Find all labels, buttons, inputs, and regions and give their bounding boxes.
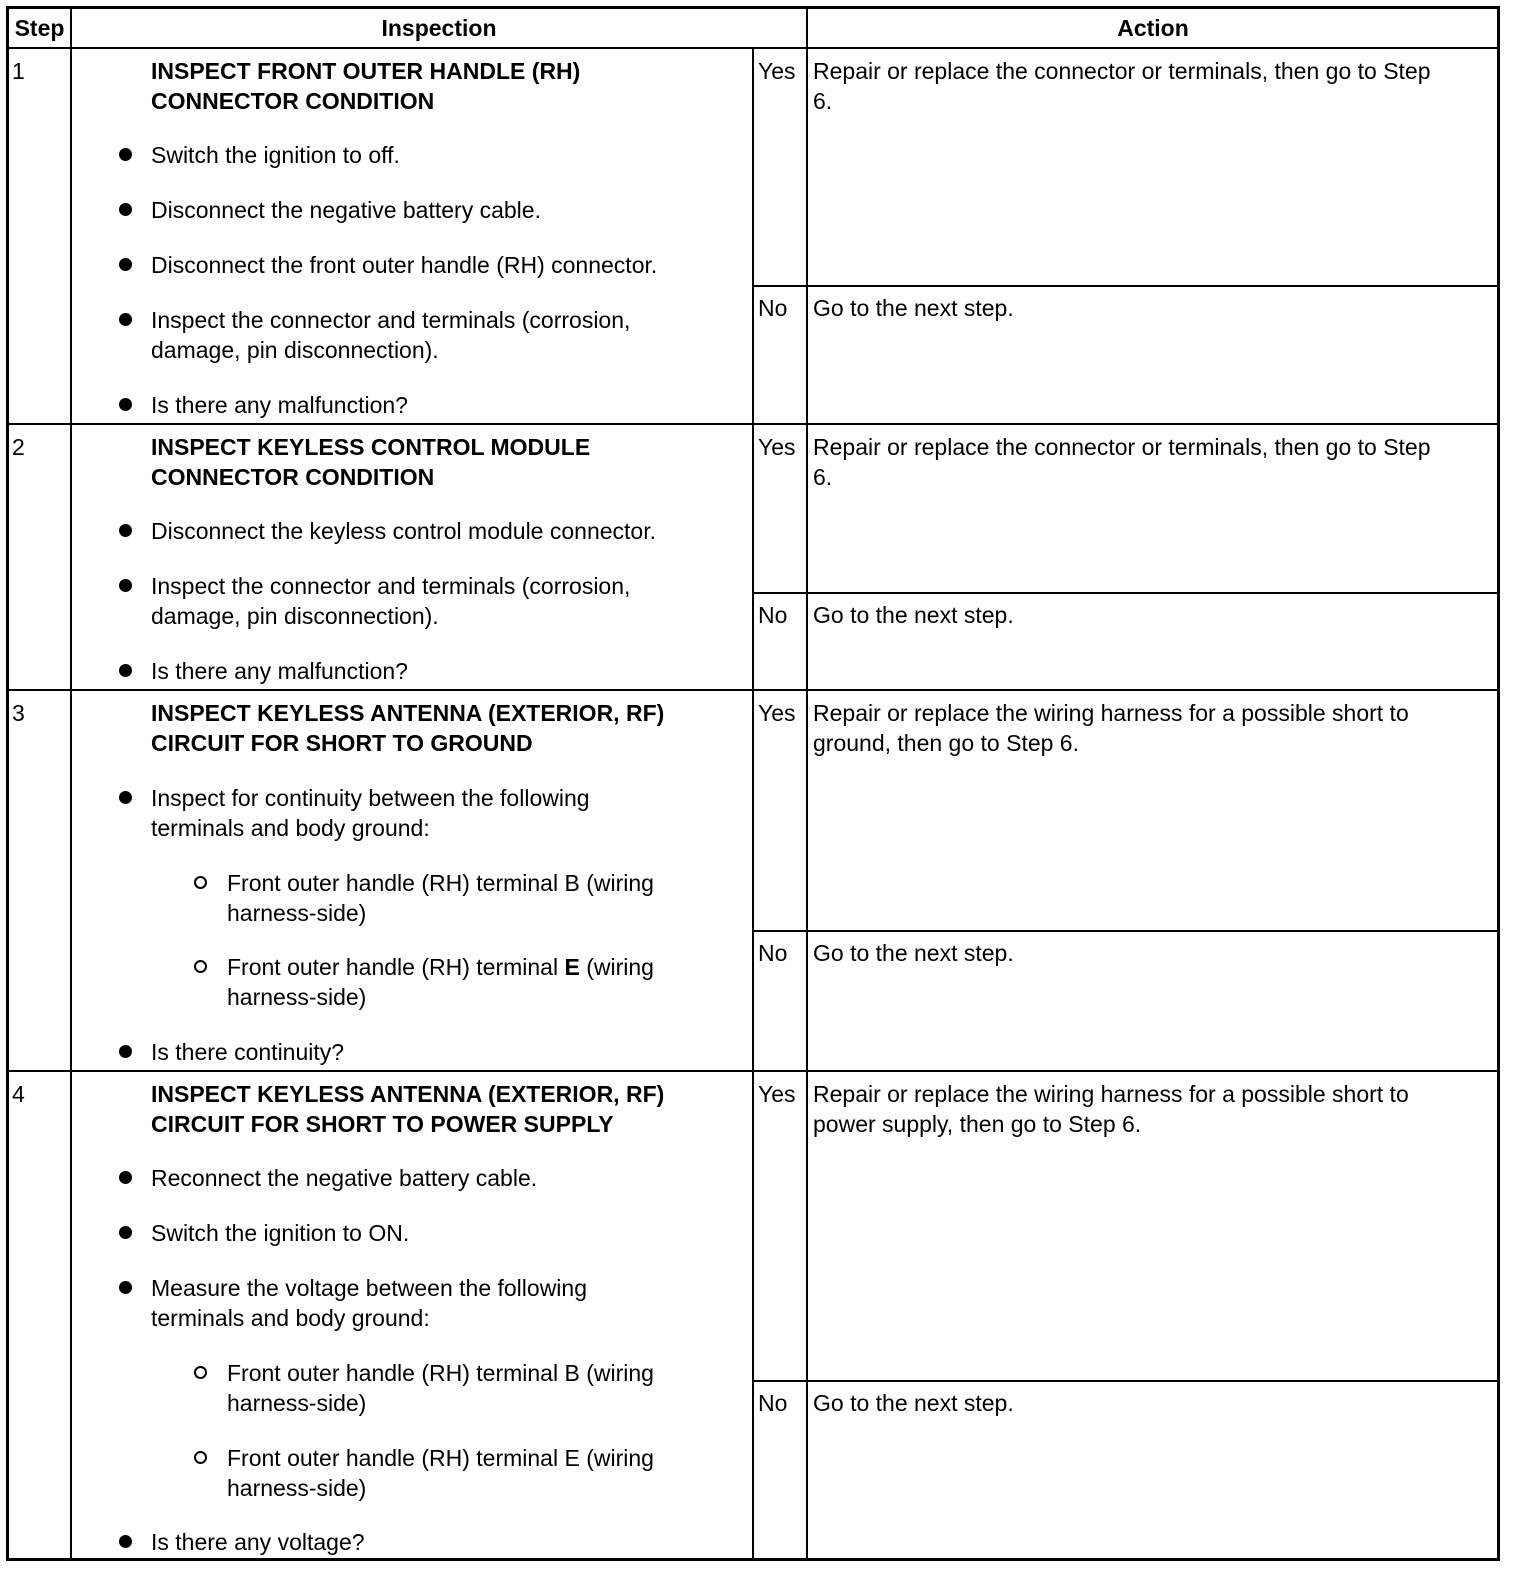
inspection-question: Is there continuity? [151,1039,345,1065]
inspection-subitem: harness-side) [227,1475,367,1501]
inspection-item: Inspect the connector and terminals (corrosion, [151,307,631,333]
inspection-item: Switch the ignition to ON. [151,1220,410,1246]
header-inspection: Inspection [381,15,497,41]
inspection-title: CONNECTOR CONDITION [151,88,435,114]
inspection-item: Disconnect the front outer handle (RH) connector. [151,252,658,278]
inspection-title: INSPECT KEYLESS ANTENNA (EXTERIOR, RF) [151,1081,665,1107]
no-action: Go to the next step. [813,602,1014,628]
inspection-item: damage, pin disconnection). [151,337,439,363]
header-divider [6,47,1500,49]
yes-action: power supply, then go to Step 6. [813,1111,1142,1137]
yes-label: Yes [758,434,796,460]
yes-label: Yes [758,1081,796,1107]
header-step: Step [14,15,65,41]
terminal-letter: E [564,954,580,980]
inspection-question: Is there any voltage? [151,1529,365,1555]
sub-bullet-icon [194,1366,207,1379]
bullet-icon [119,1045,132,1058]
inspection-title: INSPECT KEYLESS ANTENNA (EXTERIOR, RF) [151,700,665,726]
inspection-item: terminals and body ground: [151,815,430,841]
inspection-subitem: Front outer handle (RH) terminal B (wiring [227,1360,654,1386]
bullet-icon [119,203,132,216]
sub-bullet-icon [194,876,207,889]
yes-action: ground, then go to Step 6. [813,730,1079,756]
inspection-subitem [227,952,654,982]
no-label: No [758,602,788,628]
inspection-subitem: harness-side) [227,1390,367,1416]
header-action: Action [1117,15,1189,41]
inspection-item: Reconnect the negative battery cable. [151,1165,538,1191]
inspection-item: Inspect the connector and terminals (corrosion, [151,573,631,599]
inspection-title: INSPECT FRONT OUTER HANDLE (RH) [151,58,581,84]
inspection-question: Is there any malfunction? [151,658,408,684]
inspection-subitem: Front outer handle (RH) terminal B (wiring [227,870,654,896]
inspection-title: CIRCUIT FOR SHORT TO POWER SUPPLY [151,1111,614,1137]
bullet-icon [119,148,132,161]
yes-action: Repair or replace the connector or terminals, then go to Step [813,58,1431,84]
sub-bullet-icon [194,1451,207,1464]
bullet-icon [119,258,132,271]
sub-bullet-icon [194,960,207,973]
bullet-icon [119,313,132,326]
bullet-icon [119,1281,132,1294]
bullet-icon [119,1171,132,1184]
inspection-item: terminals and body ground: [151,1305,430,1331]
bullet-icon [119,1535,132,1548]
inspection-item: Inspect for continuity between the following [151,785,590,811]
row-divider [6,689,1500,691]
no-action: Go to the next step. [813,295,1014,321]
subitem-text: Front outer handle (RH) terminal [227,954,565,980]
subitem-text: (wiring [579,954,654,980]
inspection-title: INSPECT KEYLESS CONTROL MODULE [151,434,591,460]
inspection-item: Disconnect the keyless control module connector. [151,518,656,544]
bullet-icon [119,398,132,411]
inspection-item: damage, pin disconnection). [151,603,439,629]
row-divider [6,1070,1500,1072]
no-action: Go to the next step. [813,940,1014,966]
inspection-subitem: Front outer handle (RH) terminal E (wiring [227,1445,654,1471]
yes-no-divider [752,592,1500,594]
inspection-title: CIRCUIT FOR SHORT TO GROUND [151,730,533,756]
inspection-item: Measure the voltage between the following [151,1275,588,1301]
row-divider [6,423,1500,425]
bullet-icon [119,791,132,804]
yes-no-divider [752,930,1500,932]
yes-no-divider [752,1380,1500,1382]
inspection-title: CONNECTOR CONDITION [151,464,435,490]
inspection-subitem: harness-side) [227,984,367,1010]
bullet-icon [119,579,132,592]
yes-action: 6. [813,88,833,114]
yes-action: Repair or replace the wiring harness for a possible short to [813,700,1409,726]
step-number: 4 [12,1081,25,1107]
bullet-icon [119,1226,132,1239]
step-number: 3 [12,700,25,726]
column-divider [806,6,808,1561]
bullet-icon [119,664,132,677]
no-label: No [758,1390,788,1416]
no-action: Go to the next step. [813,1390,1014,1416]
column-divider [70,6,72,1561]
inspection-item: Switch the ignition to off. [151,142,400,168]
inspection-item: Disconnect the negative battery cable. [151,197,541,223]
step-number: 1 [12,58,25,84]
yes-no-divider [752,285,1500,287]
inspection-subitem: harness-side) [227,900,367,926]
no-label: No [758,940,788,966]
yes-action: Repair or replace the wiring harness for a possible short to [813,1081,1409,1107]
step-number: 2 [12,434,25,460]
yes-label: Yes [758,700,796,726]
no-label: No [758,295,788,321]
yes-label: Yes [758,58,796,84]
yes-action: Repair or replace the connector or terminals, then go to Step [813,434,1431,460]
yes-action: 6. [813,464,833,490]
inspection-question: Is there any malfunction? [151,392,408,418]
column-divider [752,48,754,1561]
bullet-icon [119,524,132,537]
